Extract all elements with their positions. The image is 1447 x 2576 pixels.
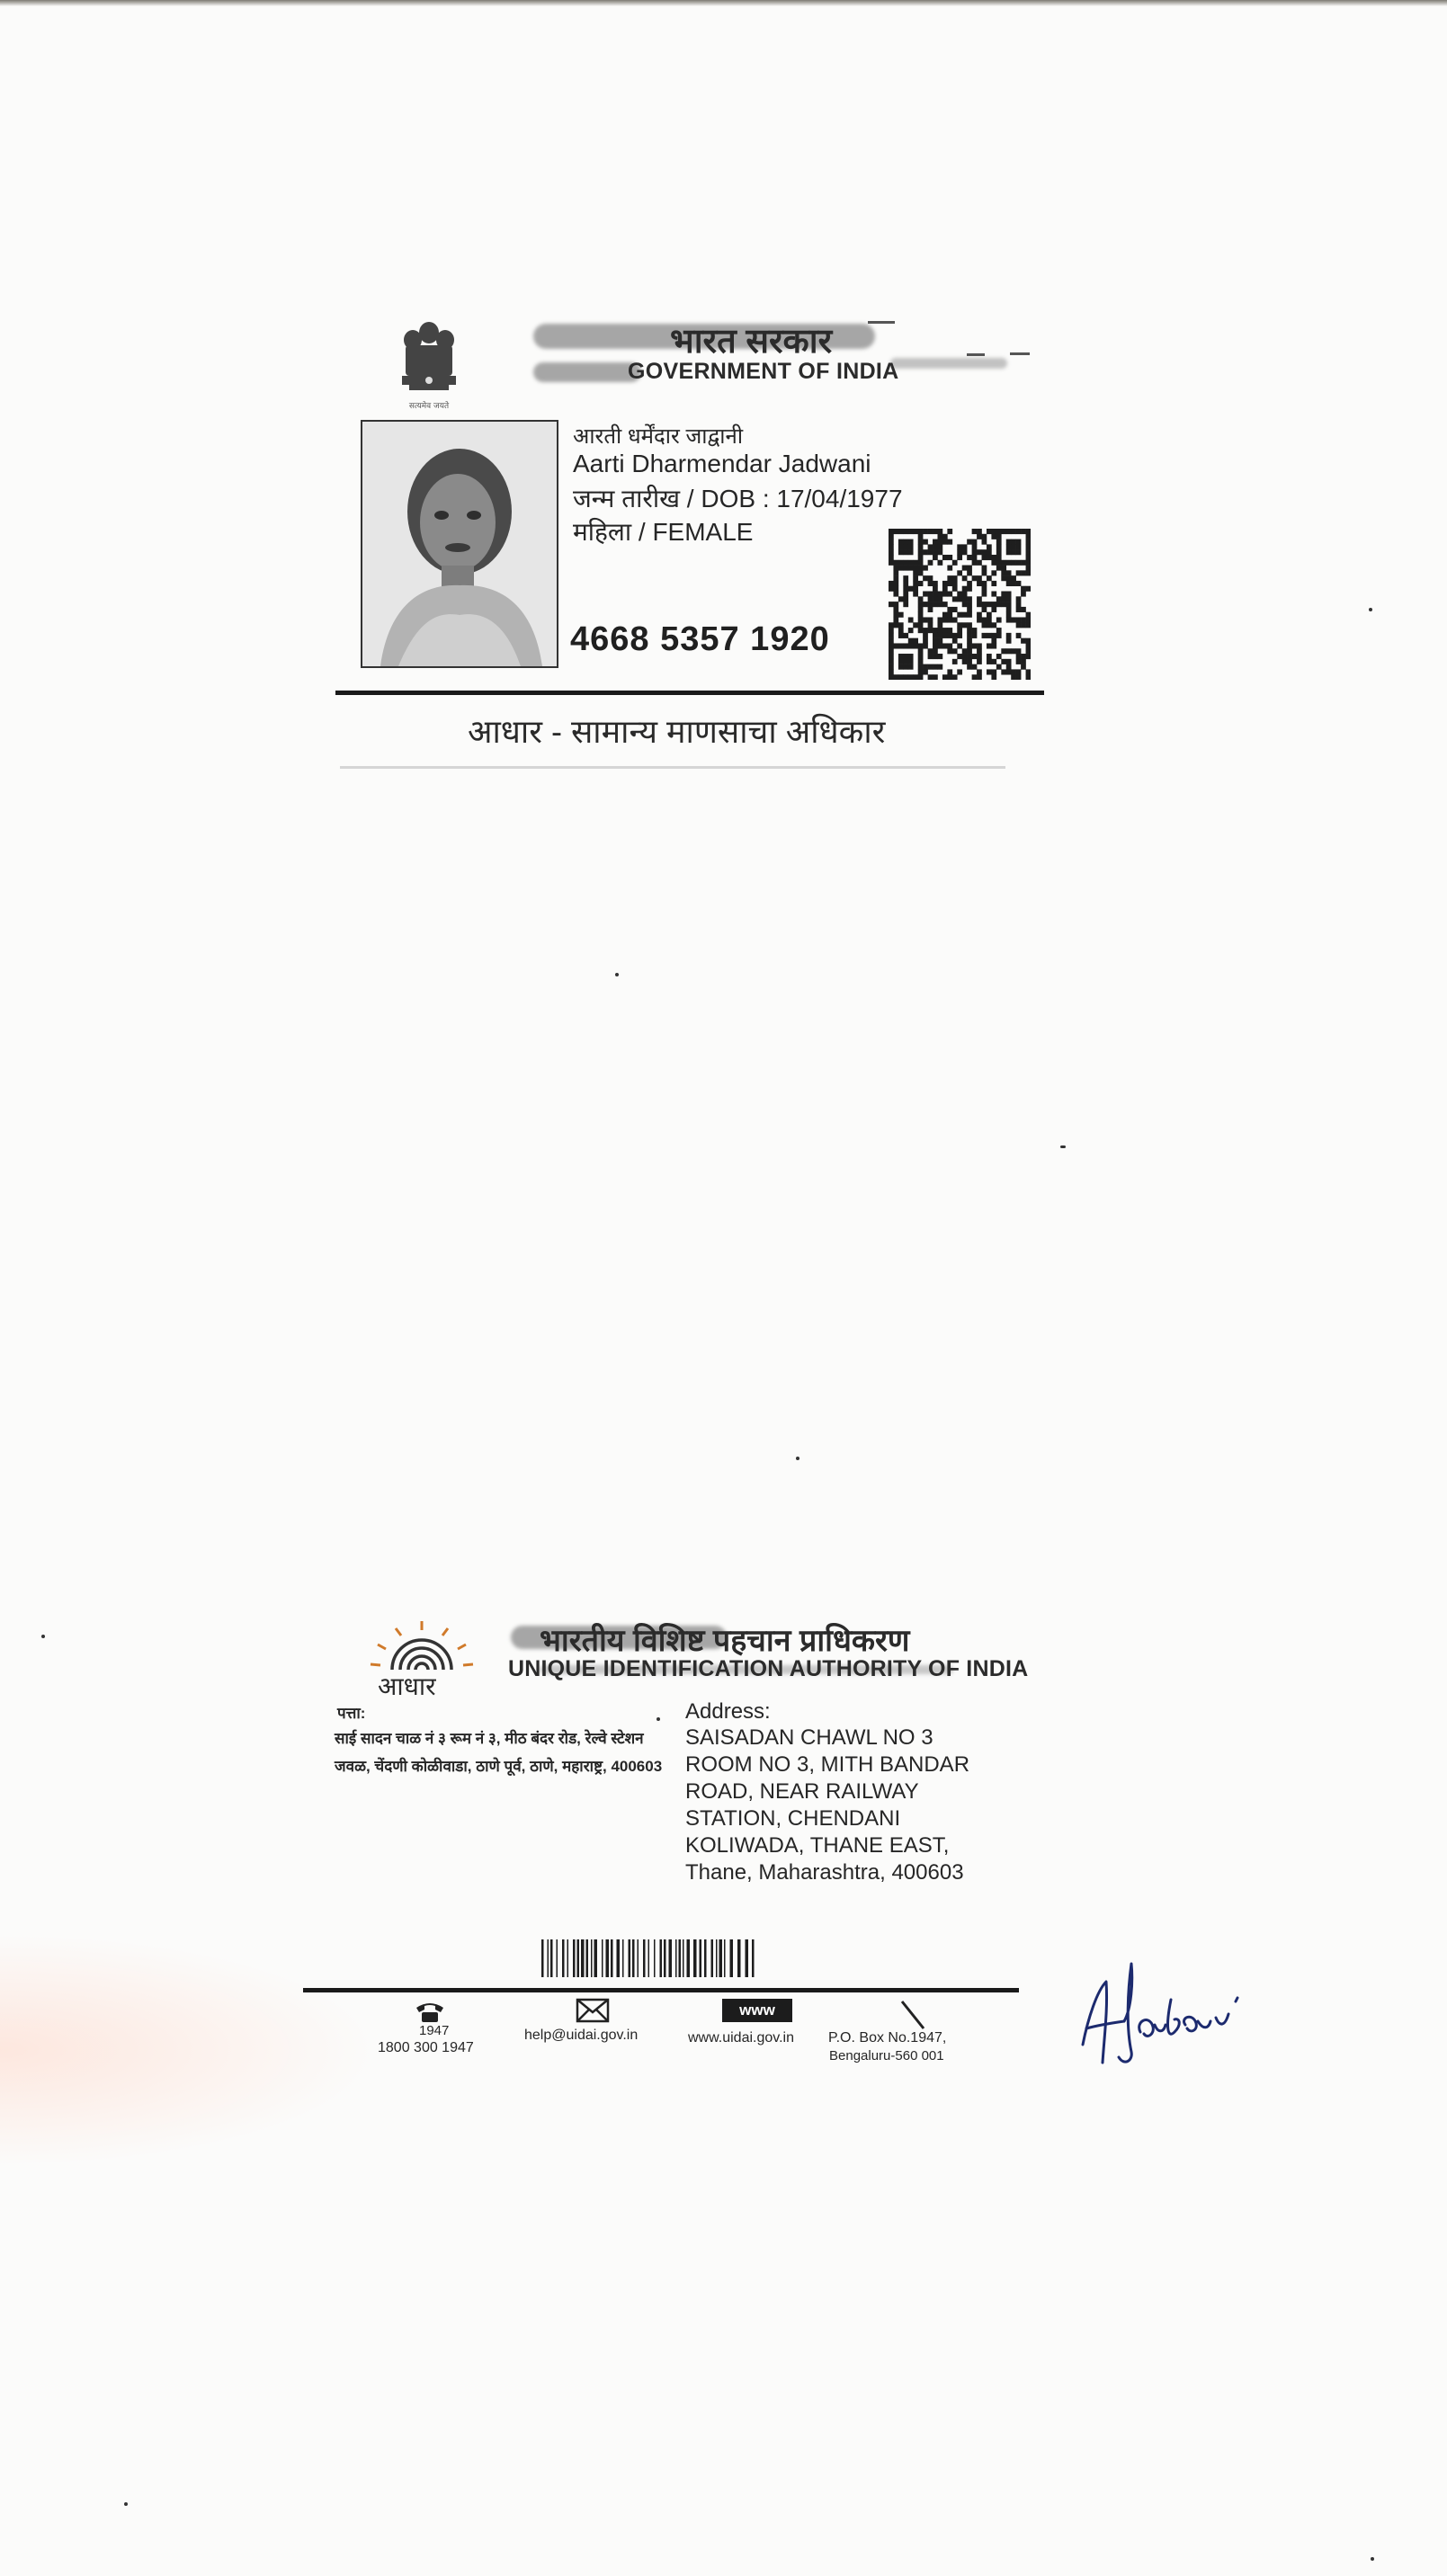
divider bbox=[303, 1988, 1019, 1992]
address-line: KOLIWADA, THANE EAST, bbox=[685, 1833, 950, 1858]
aadhaar-tagline: आधार - सामान्य माणसाचा अधिकार bbox=[468, 713, 886, 750]
helpline-number: 1800 300 1947 bbox=[378, 2040, 474, 2055]
divider bbox=[335, 691, 1044, 695]
scan-speck bbox=[1369, 608, 1372, 611]
scan-dash bbox=[1010, 352, 1030, 355]
telephone-icon bbox=[414, 1999, 446, 2024]
address-line: ROOM NO 3, MITH BANDAR bbox=[685, 1752, 970, 1777]
government-english-heading: GOVERNMENT OF INDIA bbox=[628, 359, 899, 384]
holder-photo bbox=[361, 420, 558, 668]
po-box: P.O. Box No.1947, bbox=[828, 2030, 947, 2046]
scan-speck bbox=[615, 973, 619, 976]
signature bbox=[1077, 1946, 1248, 2072]
scan-dash bbox=[967, 353, 985, 356]
helpline-short: 1947 bbox=[419, 2023, 450, 2038]
mail-slash-icon bbox=[900, 2000, 927, 2032]
address-label-english: Address: bbox=[685, 1699, 771, 1724]
holder-name-hindi: आरती धर्मेंदार जाद्वानी bbox=[573, 424, 744, 449]
scan-speck bbox=[657, 1717, 660, 1721]
scan-light-glare bbox=[0, 1933, 378, 2167]
scan-speck bbox=[1060, 1145, 1066, 1148]
uidai-hindi-heading: भारतीय विशिष्ट पहचान प्राधिकरण bbox=[540, 1624, 910, 1658]
aadhaar-logo-text: आधार bbox=[378, 1672, 436, 1700]
address-line: Thane, Maharashtra, 400603 bbox=[685, 1860, 964, 1885]
holder-name-english: Aarti Dharmendar Jadwani bbox=[573, 450, 871, 477]
address-hindi: साई सादन चाळ नं ३ रूम नं ३, मीठ बंदर रोड, रेल्वे स्टेशन जवळ, चेंदणी कोळीवाडा, ठाणे पूर्व, ठाणे, महाराष्ट्र, 400603 bbox=[335, 1730, 663, 1775]
ashoka-emblem-icon bbox=[396, 320, 462, 414]
scan-smudge bbox=[533, 362, 641, 382]
scan-speck bbox=[1371, 2557, 1374, 2561]
person-portrait-icon bbox=[362, 422, 557, 666]
scan-speck bbox=[124, 2502, 128, 2506]
qr-code-icon bbox=[889, 529, 1031, 680]
address-line: STATION, CHENDANI bbox=[685, 1806, 901, 1831]
website: www.uidai.gov.in bbox=[688, 2030, 794, 2046]
po-box-city: Bengaluru-560 001 bbox=[829, 2048, 944, 2063]
card-edge bbox=[340, 766, 1005, 769]
scan-dash bbox=[868, 321, 895, 324]
address-english bbox=[685, 1725, 1063, 1886]
barcode-icon bbox=[541, 1939, 757, 1977]
scan-speck bbox=[796, 1457, 799, 1460]
svg-text:सत्यमेव जयते: सत्यमेव जयते bbox=[408, 402, 450, 411]
scan-smudge bbox=[890, 358, 1007, 369]
aadhaar-number: 4668 5357 1920 bbox=[570, 620, 830, 658]
scan-speck bbox=[41, 1635, 45, 1638]
government-hindi-heading: भारत सरकार bbox=[670, 323, 833, 361]
address-line: SAISADAN CHAWL NO 3 bbox=[685, 1725, 933, 1750]
gender: महिला / FEMALE bbox=[573, 518, 754, 546]
address-label-hindi: पत्ता: bbox=[337, 1705, 366, 1722]
uidai-english-heading: UNIQUE IDENTIFICATION AUTHORITY OF INDIA bbox=[508, 1656, 1029, 1681]
date-of-birth: जन्म तारीख / DOB : 17/04/1977 bbox=[573, 485, 903, 513]
mail-icon bbox=[576, 1998, 610, 2023]
address-line: ROAD, NEAR RAILWAY bbox=[685, 1779, 919, 1804]
web-icon: www bbox=[722, 1999, 792, 2022]
scan-top-edge bbox=[0, 0, 1447, 6]
helpline-email: help@uidai.gov.in bbox=[524, 2028, 639, 2043]
